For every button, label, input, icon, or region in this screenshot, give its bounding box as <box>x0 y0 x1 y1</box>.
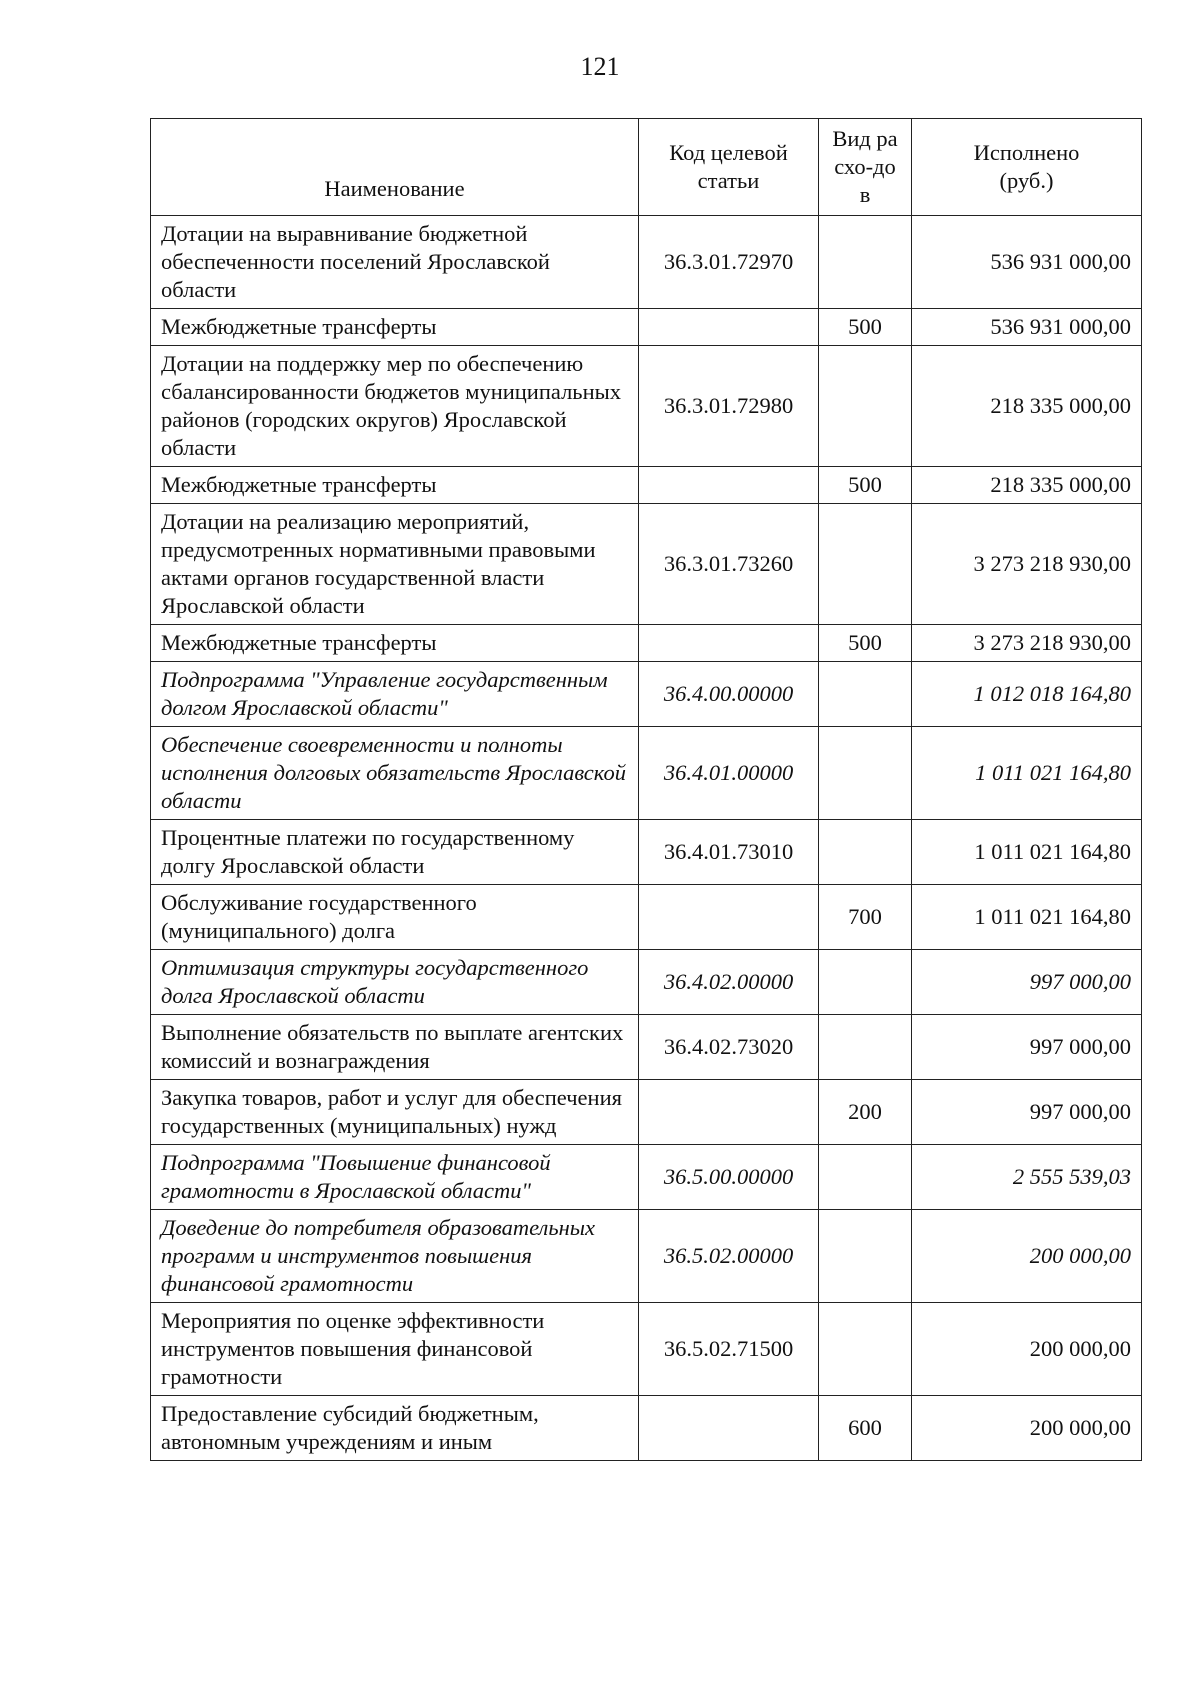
row-kind-cell: 500 <box>819 309 912 346</box>
table-row <box>151 727 1142 820</box>
table-row <box>151 309 1142 346</box>
header-amount-text: Исполнено (руб.) <box>973 140 1080 193</box>
row-kind-cell: 200 <box>819 1080 912 1145</box>
row-code-cell <box>639 625 819 662</box>
row-amount-cell: 218 335 000,00 <box>912 346 1142 467</box>
header-amount <box>912 119 1142 216</box>
row-name-cell: Дотации на выравнивание бюджетной обеспеченности поселений Ярославской области <box>151 216 639 309</box>
table-row <box>151 1210 1142 1303</box>
row-kind-cell: 700 <box>819 885 912 950</box>
row-code-cell <box>639 1080 819 1145</box>
table-row <box>151 885 1142 950</box>
row-code-cell: 36.3.01.73260 <box>639 504 819 625</box>
table-row <box>151 1080 1142 1145</box>
budget-execution-table <box>150 118 1142 1461</box>
row-amount-cell: 536 931 000,00 <box>912 309 1142 346</box>
row-amount-cell: 200 000,00 <box>912 1303 1142 1396</box>
row-name-cell: Обслуживание государственного (муниципального) долга <box>151 885 639 950</box>
table-row <box>151 467 1142 504</box>
row-kind-cell: 500 <box>819 467 912 504</box>
table-row <box>151 950 1142 1015</box>
row-kind-cell: 600 <box>819 1396 912 1461</box>
row-name-cell: Подпрограмма "Повышение финансовой грамотности в Ярославской области" <box>151 1145 639 1210</box>
row-amount-cell: 218 335 000,00 <box>912 467 1142 504</box>
table-row <box>151 504 1142 625</box>
row-kind-cell <box>819 504 912 625</box>
row-code-cell: 36.5.02.00000 <box>639 1210 819 1303</box>
row-name-cell: Межбюджетные трансферты <box>151 309 639 346</box>
row-kind-cell <box>819 1145 912 1210</box>
row-code-cell <box>639 467 819 504</box>
table-body <box>151 216 1142 1461</box>
page-number: 121 <box>580 52 620 81</box>
row-code-cell <box>639 309 819 346</box>
table-row <box>151 662 1142 727</box>
row-kind-cell <box>819 216 912 309</box>
row-amount-cell: 536 931 000,00 <box>912 216 1142 309</box>
row-name-cell: Межбюджетные трансферты <box>151 467 639 504</box>
row-code-cell <box>639 885 819 950</box>
row-amount-cell: 1 011 021 164,80 <box>912 885 1142 950</box>
row-code-cell: 36.3.01.72970 <box>639 216 819 309</box>
table-row <box>151 625 1142 662</box>
row-code-cell: 36.4.01.00000 <box>639 727 819 820</box>
table-row <box>151 1145 1142 1210</box>
table-row <box>151 1303 1142 1396</box>
table-row <box>151 1396 1142 1461</box>
row-kind-cell <box>819 346 912 467</box>
row-code-cell: 36.4.02.73020 <box>639 1015 819 1080</box>
row-name-cell: Выполнение обязательств по выплате агентских комиссий и вознаграждения <box>151 1015 639 1080</box>
row-amount-cell: 997 000,00 <box>912 1015 1142 1080</box>
row-amount-cell: 2 555 539,03 <box>912 1145 1142 1210</box>
row-amount-cell: 200 000,00 <box>912 1396 1142 1461</box>
row-name-cell: Доведение до потребителя образовательных программ и инструментов повышения финансовой грамотности <box>151 1210 639 1303</box>
row-amount-cell: 1 011 021 164,80 <box>912 820 1142 885</box>
row-amount-cell: 997 000,00 <box>912 950 1142 1015</box>
row-amount-cell: 1 011 021 164,80 <box>912 727 1142 820</box>
table-row <box>151 820 1142 885</box>
row-amount-cell: 3 273 218 930,00 <box>912 625 1142 662</box>
row-kind-cell <box>819 820 912 885</box>
table-row <box>151 1015 1142 1080</box>
row-name-cell: Дотации на поддержку мер по обеспечению сбалансированности бюджетов муниципальных районов (городских округов) Ярославской области <box>151 346 639 467</box>
row-kind-cell <box>819 727 912 820</box>
row-name-cell: Предоставление субсидий бюджетным, автономным учреждениям и иным <box>151 1396 639 1461</box>
row-code-cell: 36.3.01.72980 <box>639 346 819 467</box>
row-code-cell: 36.5.00.00000 <box>639 1145 819 1210</box>
row-name-cell: Процентные платежи по государственному долгу Ярославской области <box>151 820 639 885</box>
row-name-cell: Дотации на реализацию мероприятий, предусмотренных нормативными правовыми актами органов государственной власти Ярославской области <box>151 504 639 625</box>
row-amount-cell: 200 000,00 <box>912 1210 1142 1303</box>
row-amount-cell: 1 012 018 164,80 <box>912 662 1142 727</box>
row-code-cell: 36.4.01.73010 <box>639 820 819 885</box>
table-row <box>151 346 1142 467</box>
table-header-row <box>151 119 1142 216</box>
row-kind-cell <box>819 662 912 727</box>
header-name: Наименование <box>151 119 639 216</box>
header-kind <box>819 119 912 216</box>
table-row <box>151 216 1142 309</box>
row-amount-cell: 997 000,00 <box>912 1080 1142 1145</box>
header-code-text: Код целевой статьи <box>669 140 788 193</box>
row-name-cell: Закупка товаров, работ и услуг для обеспечения государственных (муниципальных) нужд <box>151 1080 639 1145</box>
row-amount-cell: 3 273 218 930,00 <box>912 504 1142 625</box>
row-name-cell: Межбюджетные трансферты <box>151 625 639 662</box>
row-code-cell: 36.4.00.00000 <box>639 662 819 727</box>
row-name-cell: Оптимизация структуры государственного долга Ярославской области <box>151 950 639 1015</box>
row-name-cell: Обеспечение своевременности и полноты исполнения долговых обязательств Ярославской области <box>151 727 639 820</box>
row-code-cell <box>639 1396 819 1461</box>
row-kind-cell: 500 <box>819 625 912 662</box>
row-kind-cell <box>819 1210 912 1303</box>
row-code-cell: 36.4.02.00000 <box>639 950 819 1015</box>
row-kind-cell <box>819 1015 912 1080</box>
row-name-cell: Подпрограмма "Управление государственным долгом Ярославской области" <box>151 662 639 727</box>
header-code <box>639 119 819 216</box>
row-kind-cell <box>819 950 912 1015</box>
row-name-cell: Мероприятия по оценке эффективности инструментов повышения финансовой грамотности <box>151 1303 639 1396</box>
header-kind-text: Вид расхо-дов <box>832 126 898 207</box>
row-code-cell: 36.5.02.71500 <box>639 1303 819 1396</box>
row-kind-cell <box>819 1303 912 1396</box>
